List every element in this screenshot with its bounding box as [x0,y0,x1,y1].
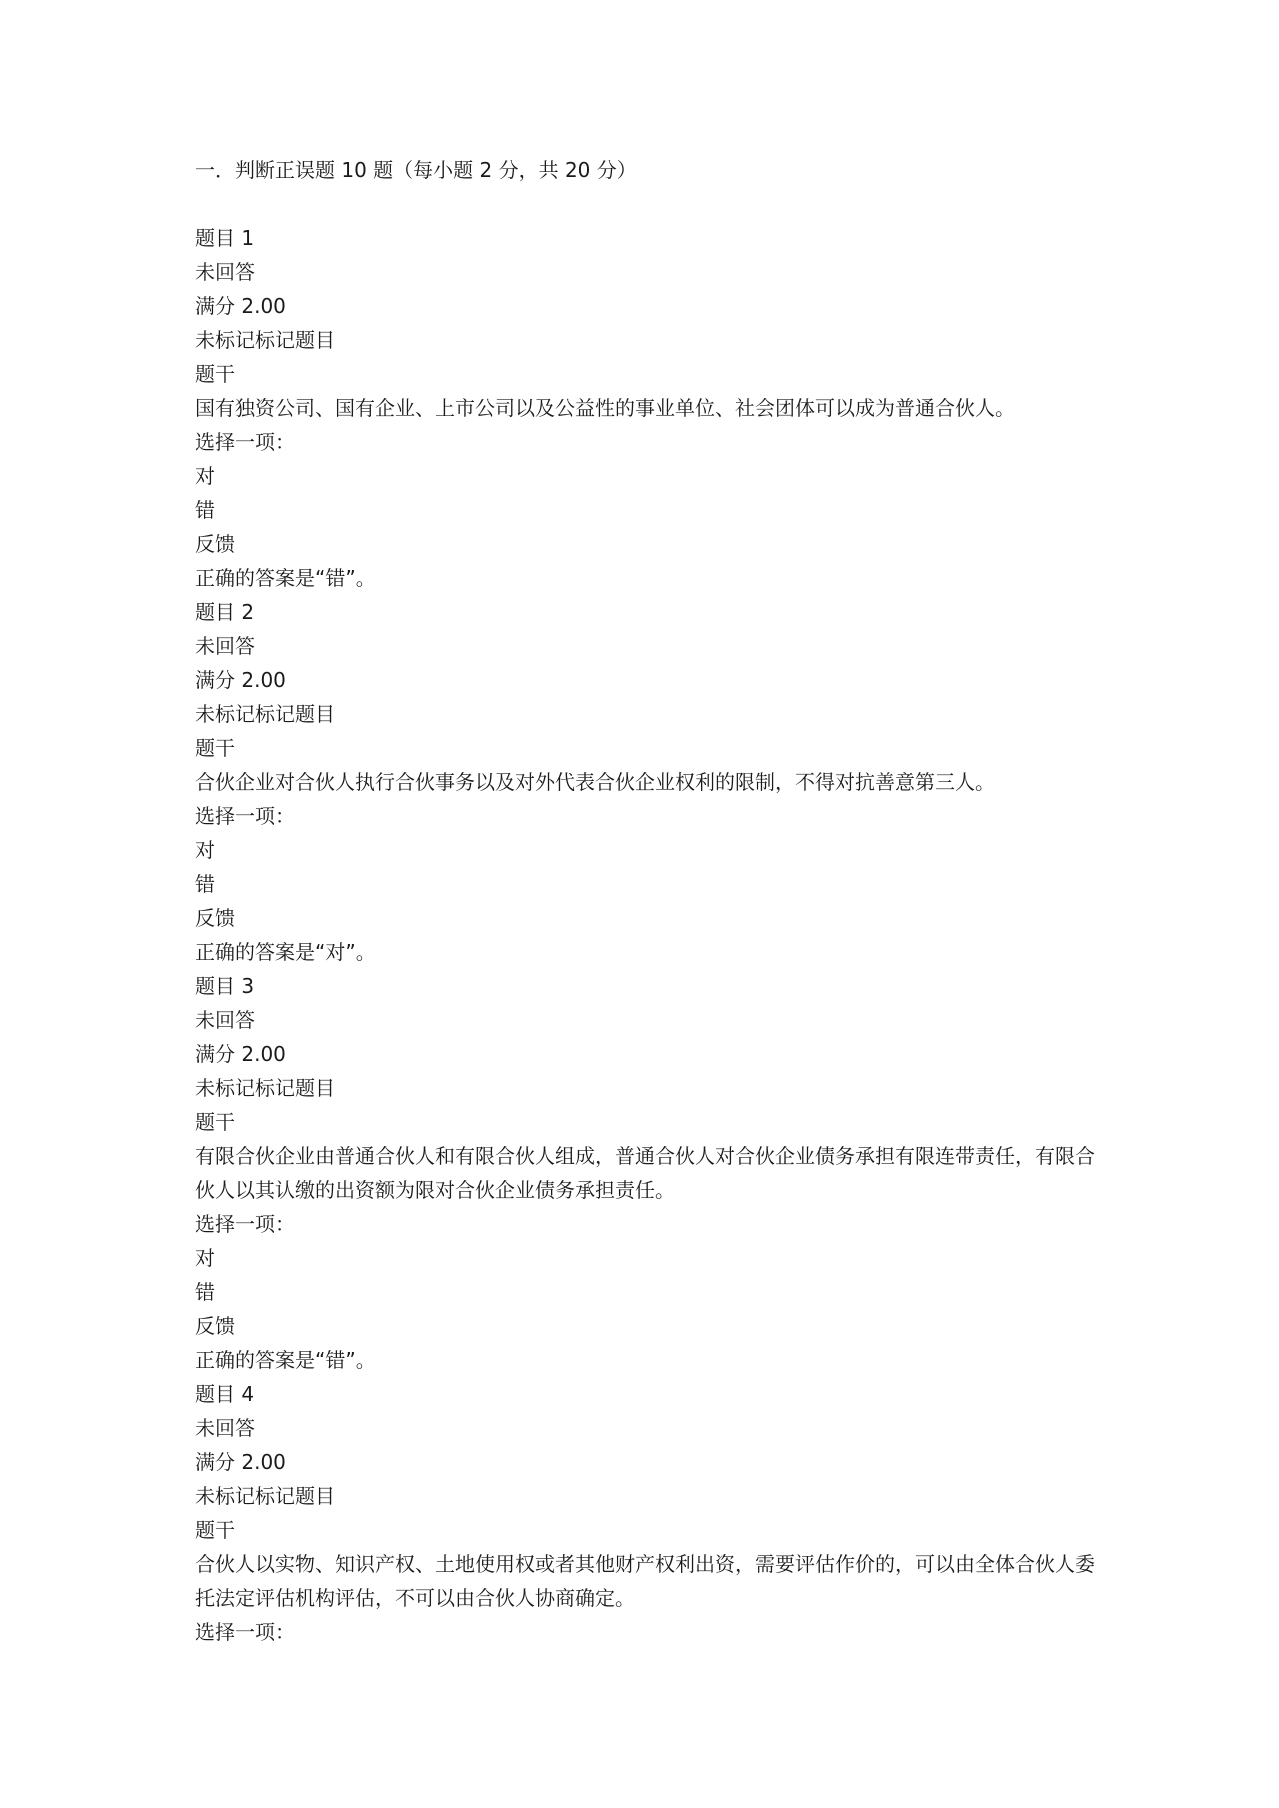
question-stem: 合伙人以实物、知识产权、土地使用权或者其他财产权利出资，需要评估作价的，可以由全体合伙人委托法定评估机构评估，不可以由合伙人协商确定。 [195,1552,1095,1610]
document-page [195,153,1095,1649]
choice-prompt: 选择一项： [195,804,295,828]
feedback-label: 反馈 [195,906,235,930]
option-false[interactable]: 错 [195,1280,215,1304]
choice-prompt: 选择一项： [195,430,295,454]
question-4 [195,1377,1095,1649]
question-3 [195,969,1095,1377]
feedback-text: 正确的答案是“对”。 [195,940,376,964]
question-2 [195,595,1095,969]
question-score: 满分 2.00 [195,294,286,318]
section-title: 一．判断正误题 10 题（每小题 2 分，共 20 分） [195,158,637,182]
flag-question-link[interactable]: 未标记标记题目 [195,1076,335,1100]
option-false[interactable]: 错 [195,498,215,522]
choice-prompt: 选择一项： [195,1212,295,1236]
stem-label: 题干 [195,362,235,386]
feedback-text: 正确的答案是“错”。 [195,566,376,590]
feedback-text: 正确的答案是“错”。 [195,1348,376,1372]
answer-status: 未回答 [195,1008,255,1032]
question-number: 题目 2 [195,600,255,624]
choice-prompt: 选择一项： [195,1620,295,1644]
flag-question-link[interactable]: 未标记标记题目 [195,702,335,726]
flag-question-link[interactable]: 未标记标记题目 [195,1484,335,1508]
answer-status: 未回答 [195,260,255,284]
question-score: 满分 2.00 [195,1450,286,1474]
flag-question-link[interactable]: 未标记标记题目 [195,328,335,352]
question-1 [195,221,1095,595]
option-false[interactable]: 错 [195,872,215,896]
question-number: 题目 3 [195,974,255,998]
option-true[interactable]: 对 [195,464,215,488]
feedback-label: 反馈 [195,532,235,556]
stem-label: 题干 [195,736,235,760]
question-number: 题目 1 [195,226,255,250]
answer-status: 未回答 [195,1416,255,1440]
stem-label: 题干 [195,1110,235,1134]
option-true[interactable]: 对 [195,838,215,862]
question-score: 满分 2.00 [195,1042,286,1066]
question-stem: 合伙企业对合伙人执行合伙事务以及对外代表合伙企业权利的限制，不得对抗善意第三人。 [195,770,995,794]
answer-status: 未回答 [195,634,255,658]
feedback-label: 反馈 [195,1314,235,1338]
question-number: 题目 4 [195,1382,255,1406]
question-score: 满分 2.00 [195,668,286,692]
option-true[interactable]: 对 [195,1246,215,1270]
stem-label: 题干 [195,1518,235,1542]
question-stem: 国有独资公司、国有企业、上市公司以及公益性的事业单位、社会团体可以成为普通合伙人。 [195,396,1015,420]
question-stem: 有限合伙企业由普通合伙人和有限合伙人组成，普通合伙人对合伙企业债务承担有限连带责任，有限合伙人以其认缴的出资额为限对合伙企业债务承担责任。 [195,1144,1095,1202]
